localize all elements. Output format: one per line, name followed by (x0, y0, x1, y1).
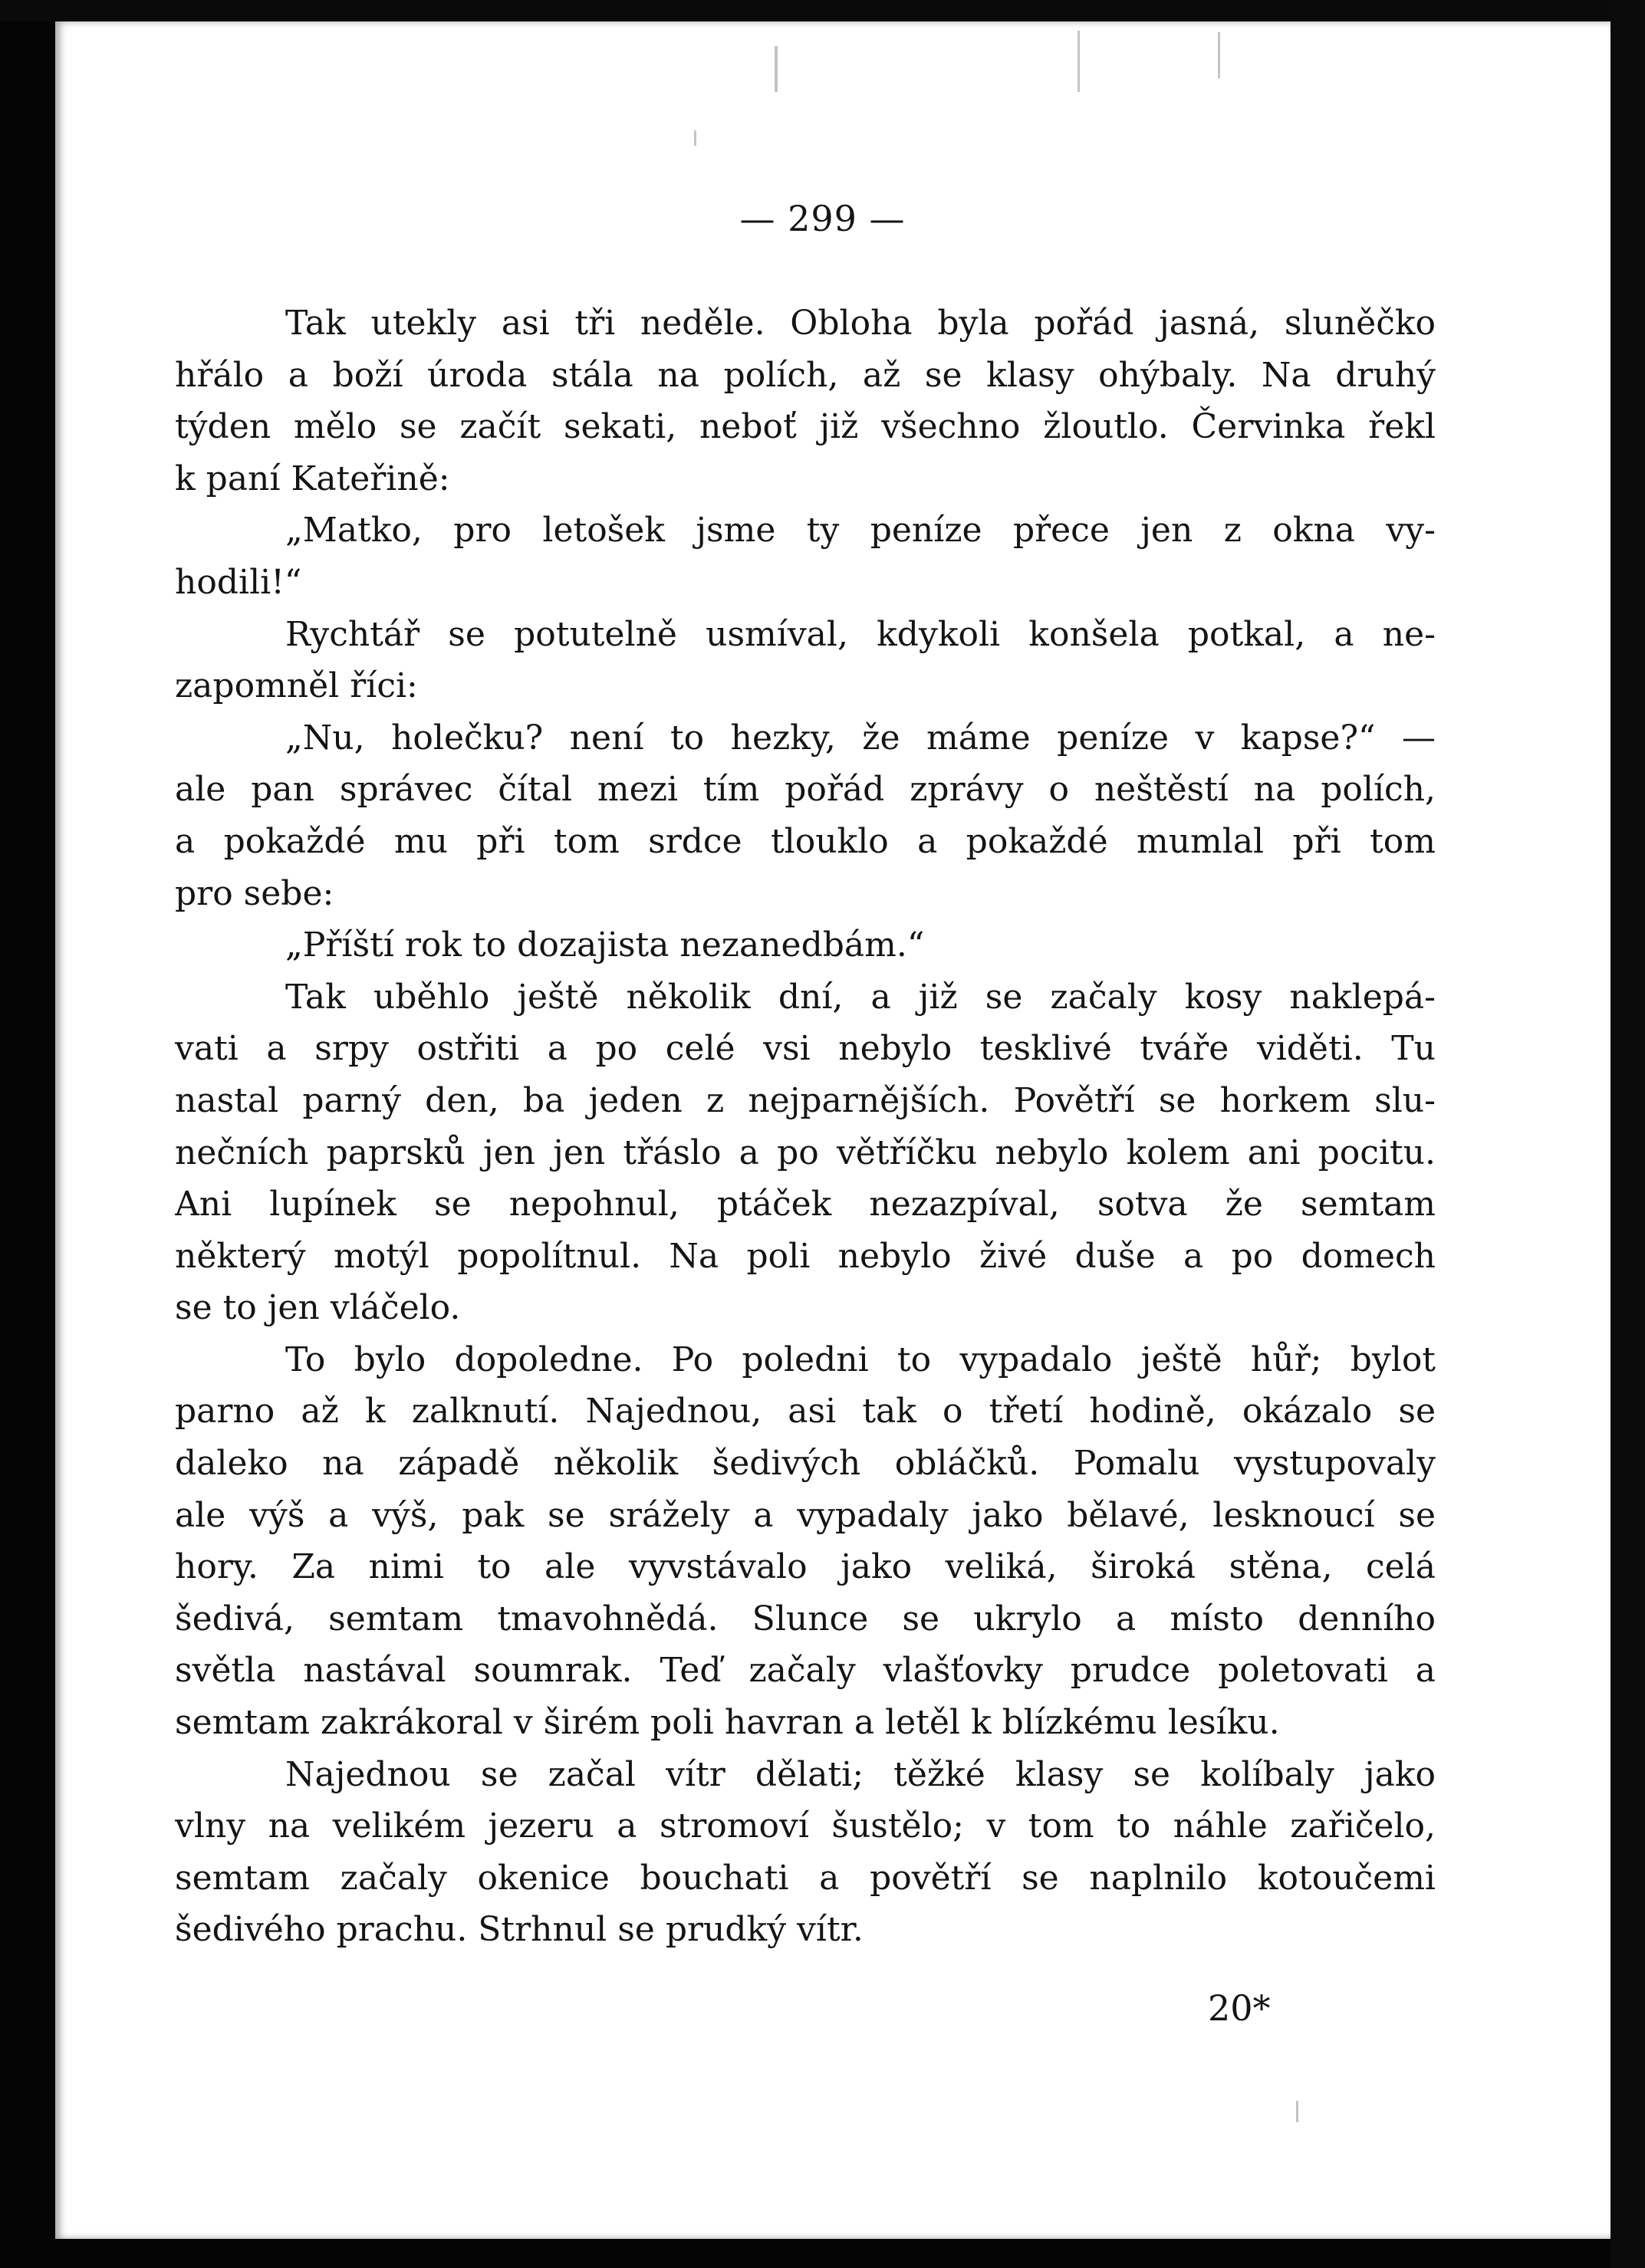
text-line: parno až k zalknutí. Najednou, asi tak o třetí hodině, okázalo se (175, 1392, 1436, 1431)
text-line: ale pan správec čítal mezi tím pořád zprávy o neštěstí na polích, (175, 770, 1436, 810)
scan-top-border (0, 0, 1645, 21)
text-line: některý motýl popolítnul. Na poli nebylo živé duše a po domech (175, 1236, 1436, 1276)
text-line: týden mělo se začít sekati, neboť již všechno žloutlo. Červinka řekl (175, 407, 1436, 447)
text-line: daleko na západě několik šedivých obláčků. Pomalu vystupovaly (175, 1444, 1436, 1484)
scan-speck (694, 130, 696, 146)
text-line: Rychtář se potutelně usmíval, kdykoli konšela potkal, a ne- (285, 614, 1436, 654)
paragraph (175, 919, 1436, 971)
paragraph (175, 712, 1436, 919)
text-line: šedivá, semtam tmavohnědá. Slunce se ukrylo a místo denního (175, 1599, 1436, 1639)
text-line: hřálo a boží úroda stála na polích, až se klasy ohýbaly. Na druhý (175, 355, 1436, 395)
scan-speck (775, 46, 778, 92)
text-line: se to jen vláčelo. (175, 1288, 461, 1328)
text-line: Tak uběhlo ještě několik dní, a již se začaly kosy naklepá- (285, 977, 1436, 1017)
text-line: hory. Za nimi to ale vyvstávalo jako veliká, široká stěna, celá (175, 1547, 1436, 1587)
paragraph (175, 971, 1436, 1334)
text-line: světla nastával soumrak. Teď začaly vlašťovky prudce poletovati a (175, 1651, 1436, 1691)
text-line: semtam zakrákoral v širém poli havran a letěl k blízkému lesíku. (175, 1703, 1280, 1743)
text-line: semtam začaly okenice bouchati a povětří se naplnilo kotoučemi (175, 1858, 1436, 1898)
text-line: šedivého prachu. Strhnul se prudký vítr. (175, 1910, 864, 1950)
text-line: Tak utekly asi tři neděle. Obloha byla pořád jasná, sluněčko (285, 304, 1436, 343)
paragraph (175, 297, 1436, 505)
text-line: „Příští rok to dozajista nezanedbám.“ (285, 925, 925, 965)
paragraph (175, 505, 1436, 608)
scan-speck (1296, 2101, 1298, 2122)
paragraph (175, 1749, 1436, 1956)
scan-speck (1218, 32, 1220, 78)
paragraph (175, 1334, 1436, 1749)
text-line: Najednou se začal vítr dělati; těžké klasy se kolíbaly jako (285, 1754, 1436, 1794)
text-line: zapomněl říci: (175, 666, 418, 706)
signature-mark: 20* (1208, 1987, 1271, 2029)
page-number: — 299 — (739, 198, 906, 239)
text-line: vlny na velikém jezeru a stromoví šustělo; v tom to náhle zařičelo, (175, 1806, 1436, 1846)
text-line: pro sebe: (175, 873, 334, 913)
text-line: To bylo dopoledne. Po poledni to vypadalo ještě hůř; bylot (285, 1339, 1436, 1379)
text-line: k paní Kateřině: (175, 459, 450, 498)
text-line: „Matko, pro letošek jsme ty peníze přece jen z okna vy- (285, 511, 1436, 551)
body-text (175, 297, 1436, 1956)
text-line: nečních paprsků jen jen třáslo a po větříčku nebylo kolem ani pocitu. (175, 1132, 1436, 1172)
text-line: a pokaždé mu při tom srdce tlouklo a pokaždé mumlal při tom (175, 821, 1436, 861)
paragraph (175, 609, 1436, 712)
scan-speck (1077, 31, 1080, 92)
text-line: ale výš a výš, pak se srážely a vypadaly jako bělavé, lesknoucí se (175, 1495, 1436, 1535)
scan-right-border (1610, 0, 1645, 2268)
text-line: „Nu, holečku? není to hezky, že máme peníze v kapse?“ — (285, 718, 1436, 758)
text-line: hodili!“ (175, 562, 302, 602)
text-line: Ani lupínek se nepohnul, ptáček nezazpíval, sotva že semtam (175, 1185, 1436, 1224)
text-line: vati a srpy ostřiti a po celé vsi nebylo tesklivé tváře viděti. Tu (175, 1029, 1436, 1069)
text-line: nastal parný den, ba jeden z nejparnějších. Povětří se horkem slu- (175, 1080, 1436, 1120)
